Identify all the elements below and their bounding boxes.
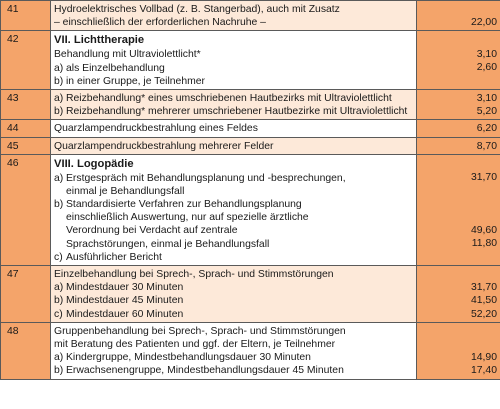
tariff-table-body bbox=[1, 1, 500, 380]
row-description bbox=[51, 266, 417, 323]
amount-value: 17,40 bbox=[470, 365, 497, 377]
amount-value: 22,00 bbox=[470, 17, 497, 29]
amount-value: 8,70 bbox=[476, 140, 497, 152]
item-label: c) bbox=[54, 308, 63, 320]
amount-value: 14,90 bbox=[470, 352, 497, 364]
row-amount bbox=[417, 322, 500, 379]
description-line bbox=[54, 338, 413, 351]
amount-value bbox=[420, 210, 497, 223]
item-text: Mindestdauer 45 Minuten bbox=[66, 295, 184, 307]
description-line bbox=[54, 238, 413, 251]
row-amount bbox=[417, 266, 500, 323]
row-amount bbox=[417, 154, 500, 265]
row-amount bbox=[417, 1, 500, 31]
amount-value: 2,60 bbox=[476, 61, 497, 73]
row-description bbox=[51, 322, 417, 379]
amount-value: 3,10 bbox=[476, 48, 497, 60]
item-label: a) bbox=[54, 282, 64, 294]
amount-value: 11,80 bbox=[471, 237, 497, 249]
row-description bbox=[51, 137, 417, 154]
item-text: Standardisierte Verfahren zur Behandlungsplanung bbox=[66, 199, 302, 211]
row-number: 47 bbox=[1, 266, 51, 323]
amount-value: 52,20 bbox=[470, 308, 497, 320]
description-line bbox=[54, 224, 413, 237]
description-line bbox=[54, 105, 413, 118]
description-line bbox=[54, 364, 413, 377]
description-line bbox=[54, 325, 413, 338]
description-line bbox=[54, 92, 413, 105]
description-line bbox=[54, 308, 413, 321]
table-row bbox=[1, 266, 500, 323]
item-label: a) bbox=[54, 92, 64, 104]
row-number: 43 bbox=[1, 89, 51, 119]
table-row bbox=[1, 154, 500, 265]
amount-value bbox=[420, 197, 497, 210]
description-line bbox=[54, 122, 413, 135]
description-line bbox=[54, 172, 413, 185]
item-label: b) bbox=[54, 106, 64, 118]
row-description bbox=[51, 154, 417, 265]
section-heading: VIII. Logopädie bbox=[54, 157, 134, 170]
item-text: in einer Gruppe, je Teilnehmer bbox=[66, 75, 206, 87]
table-row bbox=[1, 89, 500, 119]
item-text: einmal je Behandlungsfall bbox=[66, 185, 185, 197]
section-heading: VII. Lichttherapie bbox=[54, 34, 145, 47]
item-label: b) bbox=[54, 75, 64, 87]
item-label: b) bbox=[54, 295, 64, 307]
amount-value bbox=[420, 184, 497, 197]
amount-value bbox=[420, 268, 497, 281]
row-description bbox=[51, 1, 417, 31]
table-row bbox=[1, 137, 500, 154]
item-text: Kindergruppe, Mindestbehandlungsdauer 30 Minuten bbox=[66, 352, 311, 364]
item-text: Behandlung mit Ultraviolettlicht* bbox=[54, 49, 201, 61]
description-line bbox=[54, 294, 413, 307]
item-label: c) bbox=[54, 251, 63, 263]
item-text: als Einzelbehandlung bbox=[66, 62, 165, 74]
amount-value bbox=[420, 34, 497, 47]
row-number: 41 bbox=[1, 1, 51, 31]
row-number: 44 bbox=[1, 120, 51, 137]
item-label: a) bbox=[54, 352, 64, 364]
table-row bbox=[1, 1, 500, 31]
description-line bbox=[54, 251, 413, 264]
row-description bbox=[51, 89, 417, 119]
item-text: Gruppenbehandlung bei Sprech-, Sprach- und Stimmstörungen bbox=[54, 325, 346, 337]
item-text: Reizbehandlung* mehrerer umschriebener Hautbezirke mit Ultraviolettlicht bbox=[66, 106, 408, 118]
item-text: Verordnung bei Verdacht auf zentrale bbox=[66, 225, 238, 237]
row-number: 48 bbox=[1, 322, 51, 379]
item-label: b) bbox=[54, 365, 64, 377]
item-text: Einzelbehandlung bei Sprech-, Sprach- und Stimmstörungen bbox=[54, 269, 334, 280]
description-line bbox=[54, 75, 413, 88]
description-line bbox=[54, 3, 413, 16]
item-text: Sprachstörungen, einmal je Behandlungsfall bbox=[66, 238, 270, 250]
description-line bbox=[54, 62, 413, 75]
row-number: 46 bbox=[1, 154, 51, 265]
amount-value: 49,60 bbox=[470, 224, 497, 236]
description-line bbox=[54, 268, 413, 281]
table-row bbox=[1, 120, 500, 137]
amount-value bbox=[420, 338, 497, 351]
item-text: – einschließlich der erforderlichen Nachruhe – bbox=[54, 17, 266, 29]
row-description bbox=[51, 120, 417, 137]
amount-value: 31,70 bbox=[470, 282, 497, 294]
item-label: b) bbox=[54, 199, 64, 211]
row-description bbox=[51, 31, 417, 90]
item-text: Mindestdauer 30 Minuten bbox=[66, 282, 184, 294]
item-label: a) bbox=[54, 172, 64, 184]
amount-value bbox=[420, 158, 497, 171]
row-number: 45 bbox=[1, 137, 51, 154]
item-text: Erwachsenengruppe, Mindestbehandlungsdauer 45 Minuten bbox=[66, 365, 344, 377]
description-line bbox=[54, 211, 413, 224]
item-text: Ausführlicher Bericht bbox=[66, 251, 162, 263]
description-line bbox=[54, 48, 413, 61]
description-line bbox=[54, 140, 413, 153]
row-number: 42 bbox=[1, 31, 51, 90]
description-line bbox=[54, 16, 413, 29]
row-amount bbox=[417, 137, 500, 154]
description-line bbox=[54, 185, 413, 198]
amount-value: 5,20 bbox=[476, 106, 497, 118]
item-text: Reizbehandlung* eines umschriebenen Hautbezirks mit Ultraviolettlicht bbox=[66, 92, 392, 104]
item-text: mit Beratung des Patienten und ggf. der Eltern, je Teilnehmer bbox=[54, 338, 336, 350]
amount-value bbox=[420, 3, 497, 16]
item-text: Mindestdauer 60 Minuten bbox=[66, 308, 184, 320]
item-text: Quarzlampendruckbestrahlung mehrerer Felder bbox=[54, 140, 274, 152]
row-amount bbox=[417, 31, 500, 90]
description-line bbox=[54, 281, 413, 294]
table-row bbox=[1, 31, 500, 90]
amount-value: 3,10 bbox=[476, 92, 497, 104]
amount-value: 31,70 bbox=[470, 171, 497, 183]
amount-value: 6,20 bbox=[476, 123, 497, 135]
item-label: a) bbox=[54, 62, 64, 74]
amount-value bbox=[420, 325, 497, 338]
item-text: einschließlich Auswertung, nur auf spezielle ärztliche bbox=[66, 212, 309, 224]
description-line bbox=[54, 351, 413, 364]
item-text: Hydroelektrisches Vollbad (z. B. Stangerbad), auch mit Zusatz bbox=[54, 4, 340, 15]
amount-value: 41,50 bbox=[470, 295, 497, 307]
row-amount bbox=[417, 120, 500, 137]
row-amount bbox=[417, 89, 500, 119]
item-text: Erstgespräch mit Behandlungsplanung und -besprechungen, bbox=[66, 172, 346, 184]
table-row bbox=[1, 322, 500, 379]
description-line bbox=[54, 198, 413, 211]
item-text: Quarzlampendruckbestrahlung eines Feldes bbox=[54, 123, 258, 135]
